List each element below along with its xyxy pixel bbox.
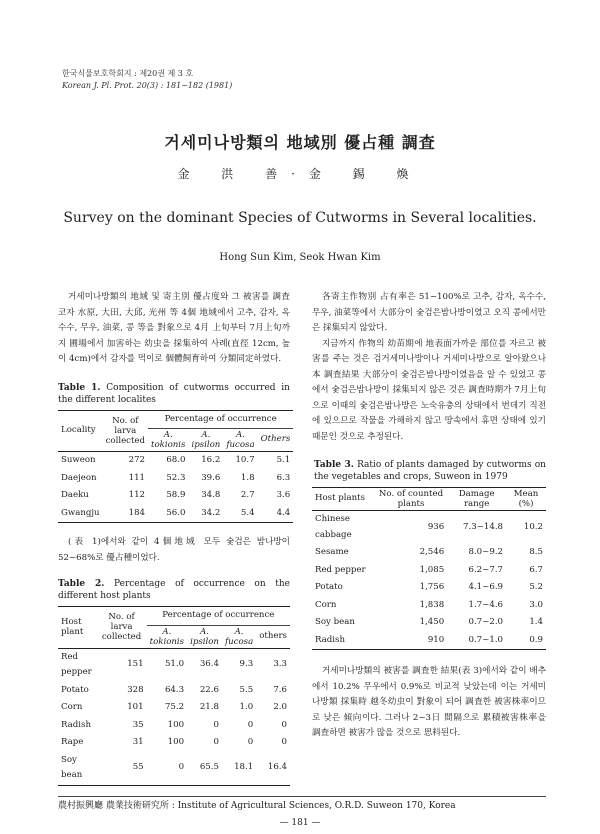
- journal-header: [62, 68, 232, 92]
- table-cell: 75.2: [164, 702, 185, 712]
- table-cell: 1,838: [419, 599, 445, 610]
- table2-head-tokionis: A. tokionis: [149, 626, 185, 647]
- table-cell: 16.2: [201, 455, 221, 465]
- table3-label: Table 3.: [314, 460, 354, 470]
- table-cell: 5.1: [276, 455, 291, 465]
- table-cell: 5.4: [240, 507, 255, 518]
- table-row: [312, 579, 546, 597]
- affiliation-footnote: 農村振興廳 農業技術研究所 : Institute of Agricultural Sciences, O.R.D. Suweon 170, Korea: [58, 801, 456, 811]
- table-cell: 111: [128, 472, 146, 483]
- table1-head-fucosa: A. fucosa: [226, 430, 255, 450]
- authors-english: Hong Sun Kim, Seok Hwan Kim: [219, 252, 381, 263]
- table-cell: 10.2: [523, 521, 543, 532]
- table-cell: Suweon: [61, 455, 96, 465]
- table-cell: 1.0: [239, 702, 254, 712]
- table-cell: 151: [127, 659, 144, 670]
- table-cell: 21.8: [199, 702, 219, 712]
- right-column: [312, 290, 546, 742]
- table1-caption-text: Composition of cutworms occurred in the different localites: [58, 382, 290, 405]
- table-cell: 6.3: [276, 472, 291, 483]
- table-cell: 0.9: [529, 634, 543, 645]
- table-cell: 3.6: [276, 490, 291, 500]
- table-cell: 39.6: [201, 472, 221, 483]
- table-cell: 68.0: [166, 455, 186, 465]
- right-paragraph-2: 지금까지 作物의 幼苗期에 地表面가까운 部位를 자르고 被害를 주는 것은 검거세미나방이나 거세미나방으로 알아왔으나 本 調査結果 大部分이 숯검은밤나방이였음을 알 수 있었고 콩에서 숯검은밤나방이 採集되지 않은 것은 調査時期가 7月上旬으로 이때의 숯검은밤나방은 노숙유충의 상태에서 번데기 직전에 있으므로 작물을 가해하지 않고 땅속에서 휴면 상태에 있기 때문인 것으로 추정된다.: [312, 338, 546, 442]
- table-row: [312, 614, 546, 632]
- journal-header-korean: 한국식물보호학회지 : 제20권 제 3 호: [62, 69, 194, 78]
- table-cell: 51.0: [164, 659, 185, 670]
- intro-paragraph: 거세미나방類의 地域 및 寄主別 優占度와 그 被害를 調査코자 水原, 大田, 大邱, 光州 等 4個 地域에서 고추, 감자, 옥수수, 무우, 油菜, 콩 等을 對象으로 4月 上旬부터 7月上旬까지 圃場에서 加害하는 幼虫을 採集하여 사례(直徑 12cm, 높이 4cm)에서 감자를 먹이로 個體飼育하여 分類同定하였다.: [58, 292, 290, 364]
- table-row: [312, 597, 546, 615]
- table2-caption-text: Percentage of occurrence on the different host plants: [58, 579, 290, 601]
- table-cell: 0: [213, 737, 219, 747]
- table-cell: 328: [127, 684, 144, 695]
- table-cell: Soy bean: [315, 617, 355, 627]
- left-column: [58, 290, 290, 786]
- table-cell: 8.0~9.2: [468, 547, 504, 557]
- table1: [58, 410, 293, 524]
- table-cell: 1.4: [529, 617, 543, 627]
- right-paragraph-3: 거세미나방類의 被害를 調査한 結果(表 3)에서와 같이 배추에서 10.2% 무우에서 0.9%로 비교적 낮았는데 이는 거세미나방類 採集時 越冬幼虫이 對象이 되어 調査한 被害株率이므로 낮은 傾向이다. 그러나 2~3日 間隔으로 累積被害株率을 調査하면 被害가 많을 것으로 思料된다.: [312, 666, 546, 738]
- table-cell: 56.0: [166, 507, 186, 518]
- table1-head-percent: Percentage of occurrence: [148, 410, 293, 429]
- table2-head-percent: Percentage of occurrence: [147, 607, 290, 626]
- table-row: [58, 505, 293, 523]
- table-cell: Radish: [61, 719, 91, 730]
- table3-caption: [312, 459, 546, 483]
- table-cell: Daejeon: [61, 472, 97, 483]
- table-cell: 16.4: [267, 762, 287, 773]
- left-mid-paragraph: (表 1)에서와 같이 4個地域 모두 숯검은 밤나방이 52~68%로 優占種이었다.: [58, 537, 290, 563]
- table-cell: 1,756: [419, 582, 445, 592]
- table-cell: Corn: [61, 702, 83, 712]
- table-cell: 6.7: [529, 564, 543, 575]
- table1-head-ipsilon: A. ipsilon: [191, 430, 221, 450]
- table2: [58, 606, 290, 786]
- table1-body: [58, 452, 293, 523]
- table2-head-fucosa: A. fucosa: [224, 626, 254, 647]
- table-cell: 3.0: [529, 599, 543, 610]
- table-cell: 112: [128, 490, 146, 500]
- table-row: [58, 734, 290, 752]
- table-cell: 100: [167, 719, 185, 730]
- table-cell: 3.3: [273, 659, 287, 670]
- title-english: Survey on the dominant Species of Cutworms in Several localities.: [63, 210, 537, 226]
- table-cell: 4.4: [276, 507, 291, 518]
- footer-divider: [58, 796, 546, 797]
- table-row: [312, 544, 546, 562]
- authors-korean: 金 洪 善·金 錫 煥: [177, 167, 423, 181]
- table1-head-locality: Locality: [61, 425, 96, 435]
- table-cell: 4.1~6.9: [468, 582, 504, 592]
- table3-head-damage: Damage range: [458, 489, 495, 509]
- table1-caption: [58, 382, 290, 406]
- table-cell: 52.3: [166, 472, 186, 483]
- table2-caption: [58, 578, 290, 602]
- table-cell: Chinese cabbage: [315, 514, 352, 540]
- table-cell: 2.0: [273, 702, 287, 712]
- table3-body: [312, 511, 546, 650]
- table-cell: Red pepper: [315, 564, 366, 575]
- table-cell: Corn: [315, 599, 337, 610]
- table-cell: Sesame: [315, 547, 349, 557]
- table-cell: 0: [178, 762, 185, 773]
- table-row: [312, 511, 546, 545]
- table1-head-others: Others: [260, 434, 291, 445]
- table-cell: 22.6: [199, 684, 219, 695]
- table-cell: 9.3: [239, 659, 254, 670]
- table-cell: 65.5: [199, 762, 219, 773]
- table-cell: 2,546: [419, 547, 445, 557]
- table-row: [58, 452, 293, 470]
- table-cell: 31: [132, 737, 144, 747]
- table-row: [312, 632, 546, 650]
- table-cell: Potato: [315, 582, 343, 592]
- table-cell: 10.7: [235, 455, 255, 465]
- table-cell: 2.7: [240, 490, 255, 500]
- table-cell: Daeku: [61, 490, 89, 500]
- table-cell: 936: [427, 521, 445, 532]
- table-cell: 1.8: [240, 472, 255, 483]
- table-row: [58, 648, 290, 682]
- table-cell: 272: [128, 455, 146, 465]
- table-cell: 64.3: [164, 684, 185, 695]
- table-cell: 0.7~1.0: [468, 634, 504, 645]
- table-row: [58, 470, 293, 488]
- table3-head-counted: No. of counted plants: [378, 489, 444, 509]
- table-row: [58, 752, 290, 786]
- table-cell: 5.2: [529, 582, 543, 592]
- right-paragraph-1: 各寄主作物別 占有率은 51~100%로 고추, 감자, 옥수수, 무우, 油菜等에서 大部分이 숯검은밤나방이였고 오직 콩에서만은 採集되지 않았다.: [312, 292, 546, 333]
- table-cell: 1,085: [419, 564, 445, 575]
- table-cell: 35: [132, 719, 144, 730]
- page-number: — 181 —: [279, 818, 321, 828]
- table-cell: 0: [247, 719, 254, 730]
- table-cell: 34.2: [201, 507, 221, 518]
- table3-head-host: Host plants: [315, 493, 366, 504]
- table-cell: 0: [247, 737, 254, 747]
- table1-head-tokionis: A. tokionis: [151, 430, 186, 450]
- table-cell: Potato: [61, 684, 89, 695]
- table-row: [58, 487, 293, 505]
- table-cell: 1.7~4.6: [468, 599, 504, 610]
- table-cell: 100: [167, 737, 185, 747]
- table-cell: 6.2~7.7: [468, 564, 504, 575]
- table-cell: 7.3~14.8: [463, 521, 504, 532]
- title-korean: 거세미나방類의 地域別 優占種 調査: [164, 133, 436, 152]
- table-cell: 55: [132, 762, 144, 773]
- table-row: [58, 682, 290, 700]
- table-cell: 8.5: [529, 547, 543, 557]
- table-cell: 36.4: [199, 659, 219, 670]
- table-cell: 5.5: [239, 684, 254, 695]
- table-cell: 34.8: [201, 490, 221, 500]
- table2-head-host: Host plant: [61, 617, 84, 638]
- table-cell: 0.7~2.0: [468, 617, 504, 627]
- table-cell: Radish: [315, 634, 345, 645]
- table-cell: 101: [127, 702, 144, 712]
- table2-body: [58, 648, 290, 785]
- table-row: [58, 699, 290, 717]
- table2-head-others: others: [259, 630, 287, 641]
- table3-head-mean: Mean (%): [513, 489, 539, 509]
- table-cell: 184: [128, 507, 146, 518]
- table1-label: Table 1.: [58, 382, 101, 393]
- table-cell: Red pepper: [61, 651, 92, 677]
- table-row: [312, 562, 546, 580]
- table2-head-larva: No. of larva collected: [101, 612, 142, 643]
- table-cell: 58.9: [166, 490, 186, 500]
- table-cell: 18.1: [234, 762, 254, 773]
- table2-label: Table 2.: [58, 579, 105, 589]
- table-cell: 1,450: [419, 617, 445, 627]
- table-cell: Rape: [61, 737, 84, 747]
- table-cell: 0: [281, 719, 287, 730]
- table-cell: 7.6: [273, 684, 287, 695]
- table-cell: Soy bean: [61, 754, 83, 780]
- table3: [312, 487, 546, 650]
- table-cell: Gwangju: [61, 507, 100, 518]
- table3-caption-text: Ratio of plants damaged by cutworms on the vegetables and crops, Suweon in 1979: [314, 460, 546, 482]
- table1-head-larva: No. of larva collected: [105, 415, 146, 446]
- table-cell: 0: [213, 719, 219, 730]
- table-row: [58, 717, 290, 735]
- table-cell: 0: [281, 737, 287, 747]
- table-cell: 910: [427, 634, 445, 645]
- table2-head-ipsilon: A. ipsilon: [190, 626, 219, 647]
- journal-header-english: Korean J. Pl. Prot. 20(3) : 181~182 (1981): [62, 81, 233, 90]
